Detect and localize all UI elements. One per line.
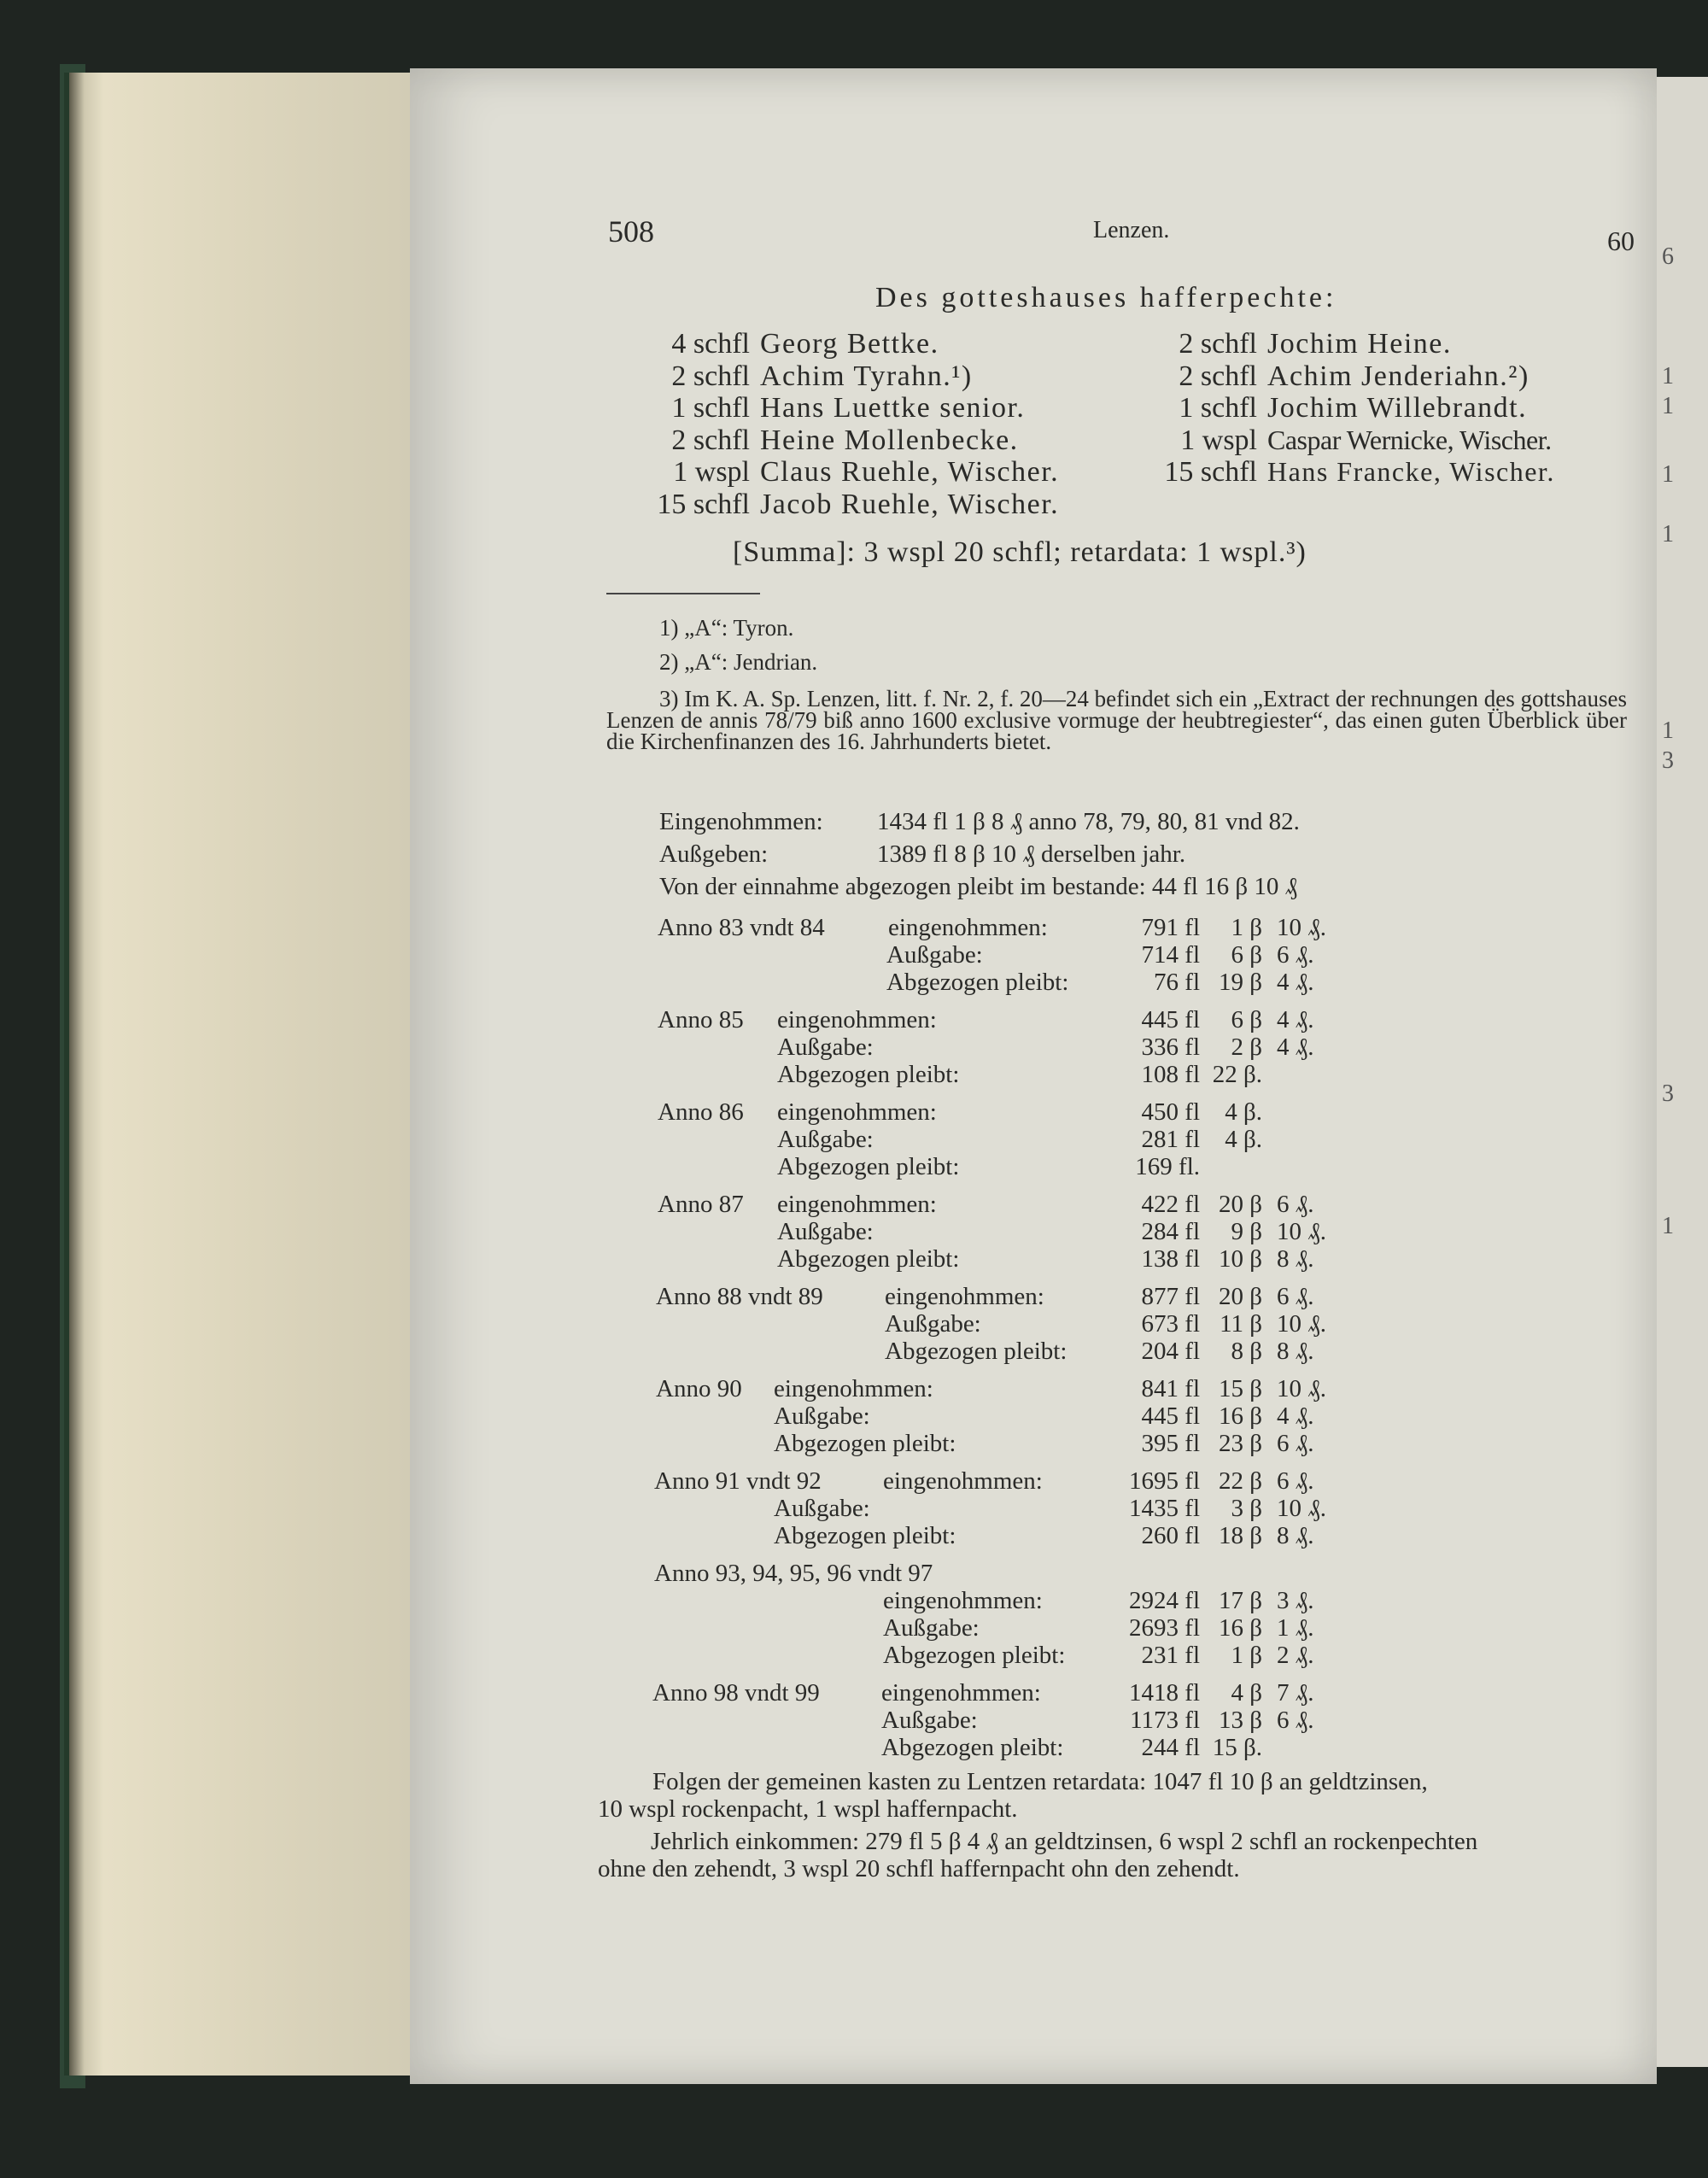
summary-value: 1389 fl 8 β 10 ₰ derselben jahr. <box>877 840 1186 868</box>
amount-pfennig: 4 ₰. <box>1277 1006 1314 1033</box>
amount-florin: 714 fl <box>1141 941 1200 969</box>
amount-shilling: 16 β <box>1218 1402 1262 1430</box>
roll-entry <box>632 328 1059 360</box>
account-label: Außgabe: <box>777 1033 874 1061</box>
account-label: Abgezogen pleibt: <box>885 1338 1068 1365</box>
amount-pfennig: 10 ₰. <box>1277 914 1326 941</box>
amount-florin: 1695 fl <box>1129 1467 1200 1495</box>
roll-qty: 15 schfl <box>657 488 750 520</box>
roll-name: Caspar Wernicke, Wischer. <box>1267 424 1552 455</box>
amount-pfennig: 3 ₰. <box>1277 1587 1314 1614</box>
amount-shilling: 8 β <box>1231 1338 1262 1365</box>
account-label: Abgezogen pleibt: <box>883 1642 1066 1669</box>
closing-paragraph-2-line-1: Jehrlich einkommen: 279 fl 5 β 4 ₰ an geldtzinsen, 6 wspl 2 schfl an rockenpechten <box>651 1828 1478 1855</box>
roll-qty: 2 schfl <box>671 360 750 392</box>
next-page-mark: 1 <box>1662 521 1674 547</box>
next-page-mark: 3 <box>1662 747 1674 774</box>
amount-florin: 841 fl <box>1141 1375 1200 1402</box>
roll-qty: 4 schfl <box>671 328 750 360</box>
roll-qty: 1 schfl <box>671 392 750 424</box>
next-page-mark: 6 <box>1662 243 1674 270</box>
account-year: Anno 86 <box>658 1098 744 1126</box>
account-label: Außgabe: <box>774 1402 870 1430</box>
roll-name: Jochim Heine. <box>1267 328 1452 360</box>
amount-florin: 450 fl <box>1141 1098 1200 1126</box>
amount-florin: 284 fl <box>1141 1218 1200 1245</box>
account-label: Außgabe: <box>777 1218 874 1245</box>
account-year: Anno 88 vndt 89 <box>656 1283 823 1310</box>
amount-shilling: 4 β. <box>1225 1098 1262 1126</box>
amount-florin: 336 fl <box>1141 1033 1200 1061</box>
amount-shilling: 9 β <box>1231 1218 1262 1245</box>
closing-paragraph-1-line-1: Folgen der gemeinen kasten zu Lentzen retardata: 1047 fl 10 β an geldtzinsen, <box>652 1768 1428 1795</box>
amount-florin: 169 fl. <box>1135 1153 1200 1180</box>
account-label: Außgabe: <box>885 1310 981 1338</box>
amount-pfennig: 4 ₰. <box>1277 969 1314 996</box>
roll-qty: 2 schfl <box>1179 328 1257 360</box>
amount-pfennig: 6 ₰. <box>1277 1467 1314 1495</box>
running-title: Lenzen. <box>1093 217 1170 243</box>
amount-florin: 260 fl <box>1141 1522 1200 1549</box>
amount-florin: 395 fl <box>1141 1430 1200 1457</box>
account-label: eingenohmmen: <box>777 1098 937 1126</box>
amount-florin: 204 fl <box>1141 1338 1200 1365</box>
roll-name: Hans Luettke senior. <box>760 392 1026 424</box>
roll-entry <box>1161 456 1555 489</box>
right-roll <box>1161 328 1555 489</box>
account-label: Außgabe: <box>774 1495 870 1522</box>
closing-paragraph-1-line-2: 10 wspl rockenpacht, 1 wspl haffernpacht. <box>598 1795 1018 1823</box>
amount-shilling: 22 β <box>1218 1467 1262 1495</box>
amount-shilling: 10 β <box>1218 1245 1262 1273</box>
edge-number: 60 <box>1607 225 1635 256</box>
amount-florin: 877 fl <box>1141 1283 1200 1310</box>
amount-shilling: 6 β <box>1231 941 1262 969</box>
roll-name: Georg Bettke. <box>760 328 939 360</box>
roll-entry <box>632 456 1059 489</box>
amount-shilling: 20 β <box>1218 1283 1262 1310</box>
account-label: Abgezogen pleibt: <box>777 1061 960 1088</box>
roll-name: Achim Jenderiahn.²) <box>1267 360 1530 392</box>
roll-entry <box>632 360 1059 393</box>
amount-florin: 2924 fl <box>1129 1587 1200 1614</box>
roll-qty: 2 schfl <box>1179 360 1257 392</box>
amount-pfennig: 8 ₰. <box>1277 1245 1314 1273</box>
amount-pfennig: 7 ₰. <box>1277 1679 1314 1707</box>
roll-entry <box>632 489 1059 521</box>
amount-shilling: 4 β. <box>1225 1126 1262 1153</box>
account-label: eingenohmmen: <box>888 914 1048 941</box>
roll-entry <box>632 392 1059 424</box>
account-year: Anno 98 vndt 99 <box>652 1679 820 1707</box>
next-page-mark: 1 <box>1662 1213 1674 1239</box>
account-label: Außgabe: <box>881 1707 978 1734</box>
account-label: Außgabe: <box>883 1614 980 1642</box>
amount-pfennig: 4 ₰. <box>1277 1402 1314 1430</box>
amount-florin: 791 fl <box>1141 914 1200 941</box>
amount-shilling: 1 β <box>1231 1642 1262 1669</box>
amount-shilling: 20 β <box>1218 1191 1262 1218</box>
next-page-mark: 1 <box>1662 363 1674 389</box>
next-page-mark: 1 <box>1662 461 1674 488</box>
roll-entry <box>1161 360 1555 393</box>
book-page-stack <box>64 73 436 2076</box>
amount-florin: 2693 fl <box>1129 1614 1200 1642</box>
amount-pfennig: 6 ₰. <box>1277 1283 1314 1310</box>
amount-shilling: 17 β <box>1218 1587 1262 1614</box>
amount-pfennig: 1 ₰. <box>1277 1614 1314 1642</box>
account-label: eingenohmmen: <box>885 1283 1044 1310</box>
amount-florin: 1435 fl <box>1129 1495 1200 1522</box>
amount-shilling: 15 β. <box>1212 1734 1262 1761</box>
amount-pfennig: 6 ₰. <box>1277 1191 1314 1218</box>
footnote-3: 3) Im K. A. Sp. Lenzen, litt. f. Nr. 2, f. 20—24 befindet sich ein „Extract der rechnungen des gottshauses Lenzen de annis 78/79 biß anno 1600 exclusive vormuge der heubtregiester“, das einen guten Überblick über die Kirchenfinanzen des 16. Jahrhunderts bietet. <box>606 686 1627 754</box>
roll-qty: 1 wspl <box>1180 424 1257 456</box>
left-roll <box>632 328 1059 520</box>
amount-shilling: 18 β <box>1218 1522 1262 1549</box>
amount-pfennig: 6 ₰. <box>1277 1707 1314 1734</box>
account-year: Anno 83 vndt 84 <box>658 914 825 941</box>
account-label: Außgabe: <box>886 941 983 969</box>
amount-pfennig: 4 ₰. <box>1277 1033 1314 1061</box>
roll-entry <box>1161 392 1555 424</box>
account-label: Abgezogen pleibt: <box>777 1153 960 1180</box>
amount-shilling: 13 β <box>1218 1707 1262 1734</box>
account-label: eingenohmmen: <box>883 1587 1043 1614</box>
roll-name: Achim Tyrahn.¹) <box>760 360 973 392</box>
account-label: eingenohmmen: <box>774 1375 933 1402</box>
roll-qty: 1 wspl <box>673 456 750 488</box>
account-label: eingenohmmen: <box>881 1679 1041 1707</box>
amount-florin: 1173 fl <box>1130 1707 1200 1734</box>
amount-florin: 231 fl <box>1141 1642 1200 1669</box>
amount-florin: 76 fl <box>1154 969 1200 996</box>
account-label: Abgezogen pleibt: <box>886 969 1069 996</box>
footnote-1: 1) „A“: Tyron. <box>659 615 794 641</box>
roll-name: Claus Ruehle, Wischer. <box>760 456 1060 488</box>
account-label: eingenohmmen: <box>883 1467 1043 1495</box>
amount-shilling: 3 β <box>1231 1495 1262 1522</box>
amount-pfennig: 10 ₰. <box>1277 1218 1326 1245</box>
account-label: Abgezogen pleibt: <box>774 1522 956 1549</box>
account-year: Anno 93, 94, 95, 96 vndt 97 <box>654 1560 933 1587</box>
amount-pfennig: 10 ₰. <box>1277 1375 1326 1402</box>
amount-pfennig: 6 ₰. <box>1277 941 1314 969</box>
account-label: eingenohmmen: <box>777 1191 937 1218</box>
roll-qty: 1 schfl <box>1179 392 1257 424</box>
account-year: Anno 90 <box>656 1375 742 1402</box>
roll-name: Hans Francke, Wischer. <box>1267 456 1555 487</box>
amount-pfennig: 10 ₰. <box>1277 1495 1326 1522</box>
roll-entry <box>1161 424 1555 457</box>
summary-value: 1434 fl 1 β 8 ₰ anno 78, 79, 80, 81 vnd 82. <box>877 808 1300 835</box>
page-number: 508 <box>608 214 654 249</box>
account-year: Anno 87 <box>658 1191 744 1218</box>
amount-florin: 1418 fl <box>1129 1679 1200 1707</box>
amount-florin: 244 fl <box>1141 1734 1200 1761</box>
next-page-mark: 3 <box>1662 1080 1674 1107</box>
amount-shilling: 4 β <box>1231 1679 1262 1707</box>
account-label: Außgabe: <box>777 1126 874 1153</box>
amount-shilling: 6 β <box>1231 1006 1262 1033</box>
amount-shilling: 23 β <box>1218 1430 1262 1457</box>
amount-pfennig: 2 ₰. <box>1277 1642 1314 1669</box>
next-page-mark: 1 <box>1662 717 1674 744</box>
amount-shilling: 16 β <box>1218 1614 1262 1642</box>
summary-label: Eingenohmmen: <box>659 808 823 835</box>
amount-florin: 445 fl <box>1141 1006 1200 1033</box>
amount-shilling: 22 β. <box>1212 1061 1262 1088</box>
account-label: Abgezogen pleibt: <box>774 1430 956 1457</box>
account-label: Abgezogen pleibt: <box>881 1734 1064 1761</box>
amount-florin: 108 fl <box>1141 1061 1200 1088</box>
next-page-mark: 1 <box>1662 393 1674 419</box>
closing-paragraph-2-line-2: ohne den zehendt, 3 wspl 20 schfl haffernpacht ohn den zehendt. <box>598 1855 1240 1882</box>
account-year: Anno 91 vndt 92 <box>654 1467 822 1495</box>
amount-shilling: 11 β <box>1220 1310 1262 1338</box>
footnote-rule <box>606 593 760 594</box>
roll-entry <box>632 424 1059 457</box>
amount-shilling: 2 β <box>1231 1033 1262 1061</box>
amount-florin: 138 fl <box>1141 1245 1200 1273</box>
roll-name: Jacob Ruehle, Wischer. <box>760 488 1060 520</box>
account-label: eingenohmmen: <box>777 1006 937 1033</box>
amount-shilling: 1 β <box>1231 914 1262 941</box>
account-label: Abgezogen pleibt: <box>777 1245 960 1273</box>
footnote-2: 2) „A“: Jendrian. <box>659 649 818 675</box>
amount-florin: 445 fl <box>1141 1402 1200 1430</box>
amount-florin: 422 fl <box>1141 1191 1200 1218</box>
next-page-edge <box>1648 77 1708 2067</box>
amount-pfennig: 6 ₰. <box>1277 1430 1314 1457</box>
summary-label: Außgeben: <box>659 840 769 868</box>
amount-florin: 281 fl <box>1141 1126 1200 1153</box>
roll-entry <box>1161 328 1555 360</box>
amount-pfennig: 8 ₰. <box>1277 1338 1314 1365</box>
roll-name: Heine Mollenbecke. <box>760 424 1019 456</box>
roll-qty: 2 schfl <box>671 424 750 456</box>
section-heading: Des gotteshauses hafferpechte: <box>875 282 1337 313</box>
amount-shilling: 19 β <box>1218 969 1262 996</box>
amount-florin: 673 fl <box>1141 1310 1200 1338</box>
summa-line: [Summa]: 3 wspl 20 schfl; retardata: 1 wspl.³) <box>733 536 1307 568</box>
account-year: Anno 85 <box>658 1006 744 1033</box>
amount-shilling: 15 β <box>1218 1375 1262 1402</box>
amount-pfennig: 8 ₰. <box>1277 1522 1314 1549</box>
summary-balance: Von der einnahme abgezogen pleibt im bestande: 44 fl 16 β 10 ₰ <box>659 873 1298 900</box>
roll-name: Jochim Willebrandt. <box>1267 392 1528 424</box>
amount-pfennig: 10 ₰. <box>1277 1310 1326 1338</box>
roll-qty: 15 schfl <box>1164 456 1257 488</box>
